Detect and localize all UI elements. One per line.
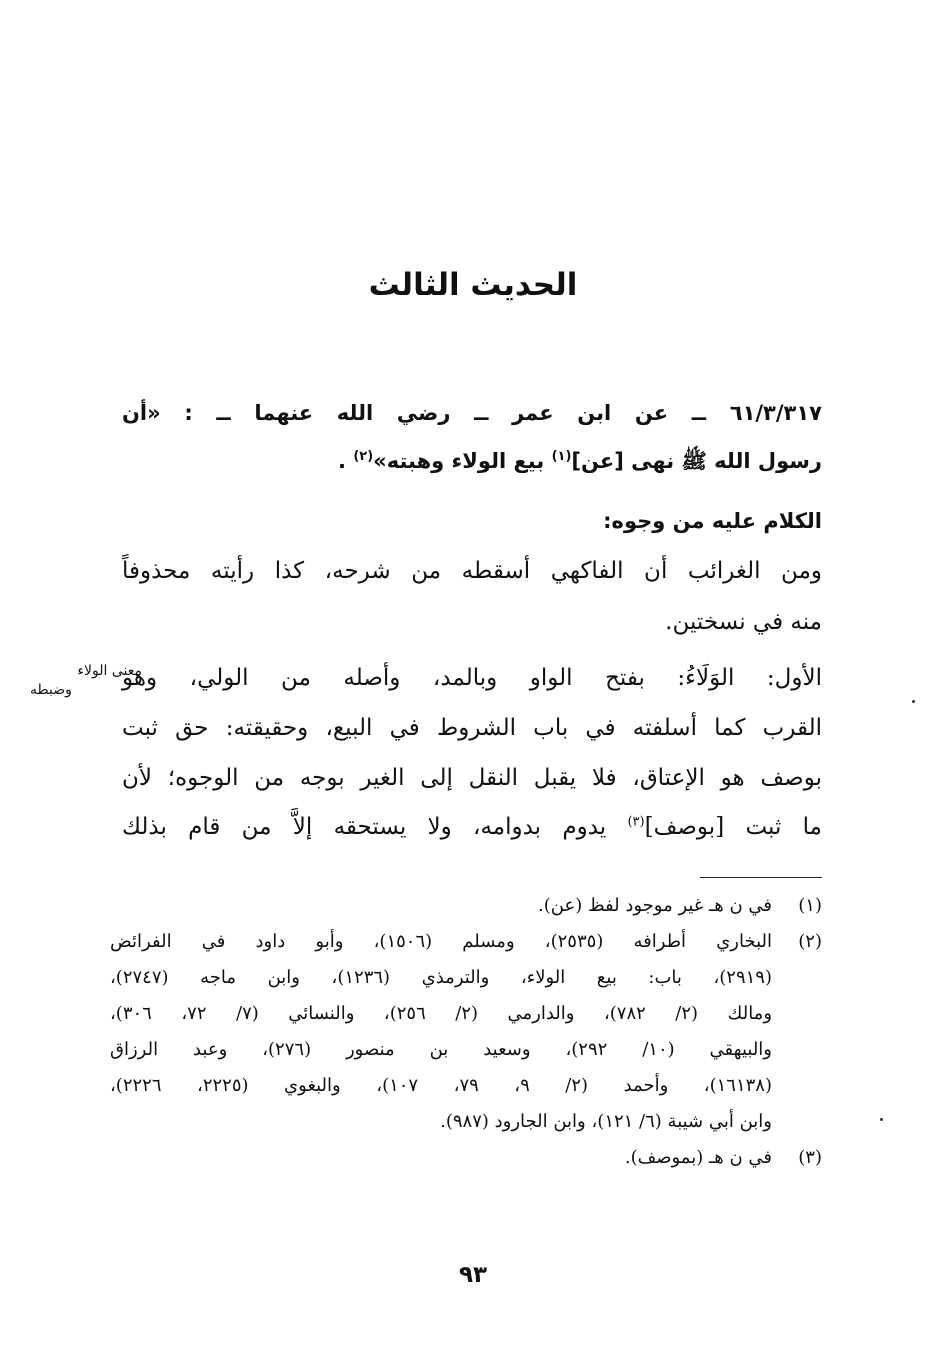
hadith-line-2-text-a: رسول الله ﷺ نهى [عن] bbox=[571, 449, 822, 473]
footnote-1 bbox=[110, 888, 822, 924]
first-point-line-4-text-a: ما ثبت [بوصف] bbox=[644, 814, 822, 840]
footnote-line: البخاري أطرافه (٢٥٣٥)، ومسلم (١٥٠٦)، وأبو داود في الفرائض bbox=[110, 931, 772, 952]
footnote-ref-1: (١) bbox=[551, 449, 572, 464]
footnote-line: وابن أبي شيبة (٦/ ١٢١)، وابن الجارود (٩٨٧). bbox=[440, 1111, 772, 1132]
footnote-line: ومالك (٢/ ٧٨٢)، والدارمي (٢/ ٢٥٦)، والنسائي (٧/ ٧٢، ٣٠٦)، bbox=[110, 1003, 773, 1024]
footnote-number: (٢) bbox=[798, 931, 822, 952]
footnote-2 bbox=[110, 924, 822, 1140]
commentary-title: الكلام عليه من وجوه: bbox=[603, 509, 822, 533]
footnotes-list bbox=[110, 888, 822, 1176]
first-point-line-4 bbox=[122, 806, 822, 848]
section-heading: الحديث الثالث bbox=[368, 267, 578, 303]
first-point-line-1: الأول: الوَلَاءُ: بفتح الواو وبالمد، وأصله من الولي، وهو bbox=[122, 665, 822, 691]
footnote-line: (١٦١٣٨)، وأحمد (٢/ ٩، ٧٩، ١٠٧)، والبغوي (٢٢٢٥، ٢٢٢٦)، bbox=[110, 1075, 772, 1096]
hadith-line-2-end: . bbox=[338, 449, 354, 473]
footnote-number: (١) bbox=[798, 895, 822, 916]
page-number: ٩٣ bbox=[458, 1262, 488, 1288]
scan-speck bbox=[880, 1118, 883, 1121]
first-point-line-4-text-b: يدوم بدوامه، ولا يستحقه إلاَّ من قام بذلك bbox=[122, 814, 628, 840]
intro-line-1: ومن الغرائب أن الفاكهي أسقطه من شرحه، كذا رأيته محذوفاً bbox=[122, 558, 822, 584]
footnote-line: (٢٩١٩)، باب: بيع الولاء، والترمذي (١٢٣٦)، وابن ماجه (٢٧٤٧)، bbox=[110, 967, 772, 988]
footnote-line: في ن هـ (بموصف). bbox=[624, 1147, 772, 1168]
footnote-ref-2: (٢) bbox=[353, 449, 374, 464]
footnote-3 bbox=[110, 1140, 822, 1176]
first-point-line-2: القرب كما أسلفته في باب الشروط في البيع، وحقيقته: حق ثبت bbox=[122, 715, 822, 741]
hadith-line-1: ٦١/٣/٣١٧ ــ عن ابن عمر ــ رضي الله عنهما ــ : «أن bbox=[122, 401, 822, 425]
footnote-ref-3: (٣) bbox=[627, 814, 645, 830]
footnote-line: في ن هـ غير موجود لفظ (عن). bbox=[538, 895, 772, 916]
footnote-separator bbox=[700, 877, 822, 878]
margin-note-line-2: وضبطه bbox=[30, 682, 72, 698]
hadith-line-2-text-b: بيع الولاء وهبته» bbox=[373, 449, 552, 473]
footnote-line: والبيهقي (١٠/ ٢٩٢)، وسعيد بن منصور (٢٧٦)، وعبد الرزاق bbox=[110, 1039, 773, 1060]
intro-line-2: منه في نسختين. bbox=[665, 609, 822, 635]
footnote-number: (٣) bbox=[798, 1147, 822, 1168]
first-point-line-3: بوصف هو الإعتاق، فلا يقبل النقل إلى الغير بوجه من الوجوه؛ لأن bbox=[122, 765, 822, 791]
hadith-line-2 bbox=[122, 440, 822, 482]
margin-note-line-1: معنى الولاء bbox=[77, 663, 142, 679]
scan-speck bbox=[912, 700, 915, 703]
